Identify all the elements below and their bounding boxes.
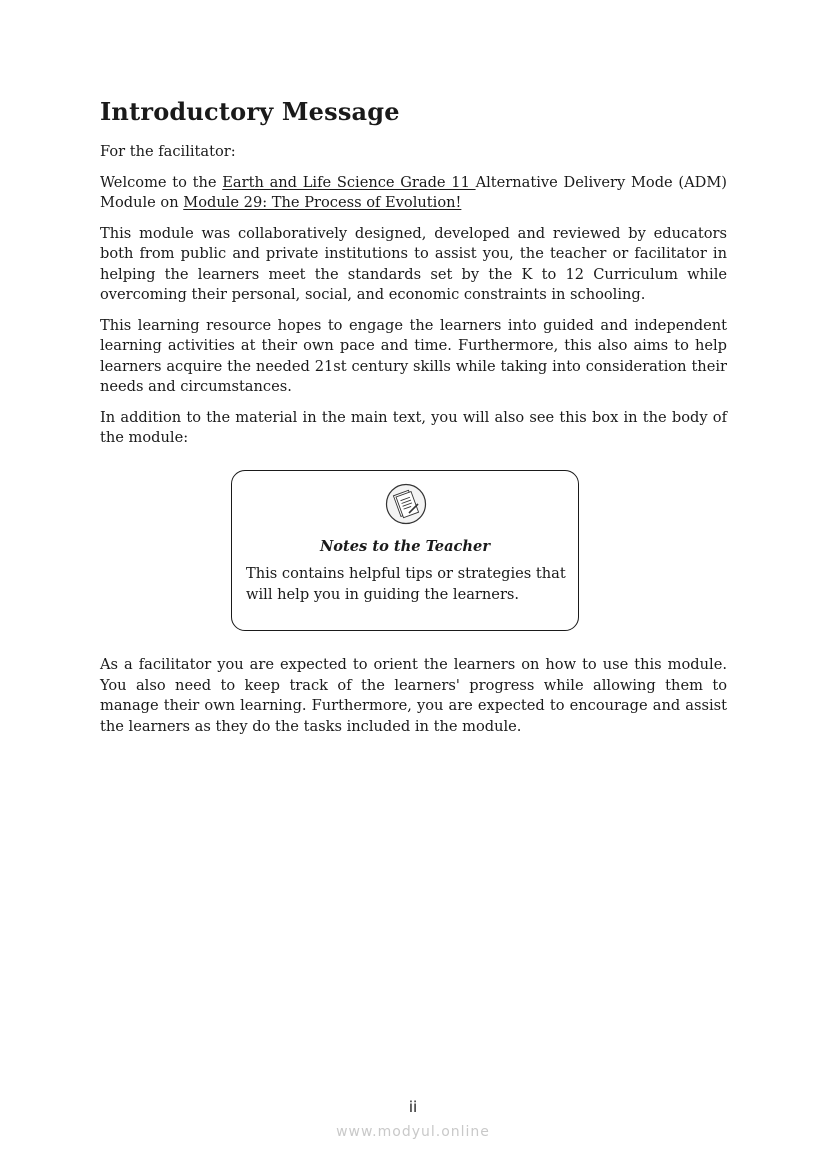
notes-box-title: Notes to the Teacher: [319, 538, 491, 555]
paragraph-1: This module was collaboratively designed, developed and reviewed by educators both from public and private institutions to assist you, the teacher or facilitator in helping the learners meet the standards set by the K to 12 Curriculum while overcoming their personal, social, and economic constraints in schooling.: [100, 224, 727, 303]
notes-box-text: This contains helpful tips or strategies that will help you in guiding the learners.: [246, 565, 566, 603]
welcome-middle: Alternative Delivery Mode (ADM) Module on: [100, 173, 727, 211]
welcome-paragraph: [100, 173, 727, 214]
module-name: Module 29: The Process of Evolution!: [183, 194, 462, 211]
welcome-prefix: Welcome to the: [100, 173, 217, 191]
page-content: [100, 96, 727, 735]
notes-to-teacher-box: [231, 470, 579, 631]
page-title: Introductory Message: [100, 97, 400, 126]
subject-name: Earth and Life Science Grade 11: [222, 173, 476, 191]
page-number: ii: [408, 1098, 418, 1116]
salutation: For the facilitator:: [100, 143, 236, 160]
paragraph-3: In addition to the material in the main text, you will also see this box in the body of the module:: [100, 408, 727, 446]
notes-icon: [385, 483, 427, 525]
watermark: www.modyul.online: [336, 1124, 490, 1140]
paragraph-2: This learning resource hopes to engage the learners into guided and independent learning activities at their own pace and time. Furthermore, this also aims to help learners acquire the needed 21st century skills while taking into consideration their needs and circumstances.: [100, 316, 727, 395]
closing-paragraph: As a facilitator you are expected to orient the learners on how to use this module. You also need to keep track of the learners' progress while allowing them to manage their own learning. Furthermore, you are expected to encourage and assist the learners as they do the tasks included in the module.: [100, 656, 727, 735]
